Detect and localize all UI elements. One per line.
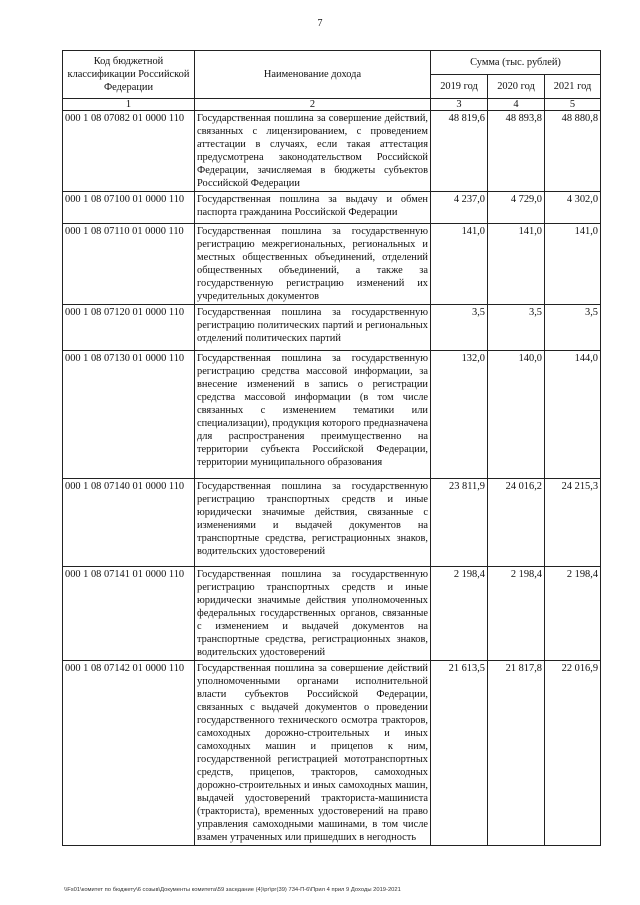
column-number: 5 (545, 99, 601, 111)
amount-2021: 22 016,9 (545, 661, 601, 846)
revenue-name: Государственная пошлина за государственную регистрацию транспортных средств и иные юридически значимые действия уполномоченных федеральных государственных органов, связанные с изменением и выдачей документов на транспортные средства, регистрационных знаков, водительских удостоверений (195, 567, 431, 661)
amount-2019: 4 237,0 (431, 192, 488, 224)
revenue-name: Государственная пошлина за государственную регистрацию средства массовой информации, за внесение изменений в запись о регистрации средства массовой информации (в том числе связанных с изменением тематики или специализации), продукция которого предназначена для распространения преимущественно на территории субъекта Российской Федерации, территории муниципального образования (195, 351, 431, 479)
revenue-table (62, 50, 601, 846)
header-code: Код бюджетной классификации Российской Федерации (63, 51, 195, 99)
header-year-2021: 2021 год (545, 75, 601, 99)
amount-2021: 4 302,0 (545, 192, 601, 224)
column-number: 3 (431, 99, 488, 111)
budget-code: 000 1 08 07141 01 0000 110 (63, 567, 195, 661)
table-row (63, 661, 601, 846)
table-row (63, 567, 601, 661)
table-row (63, 192, 601, 224)
amount-2021: 2 198,4 (545, 567, 601, 661)
budget-code: 000 1 08 07100 01 0000 110 (63, 192, 195, 224)
amount-2019: 21 613,5 (431, 661, 488, 846)
table-row (63, 111, 601, 192)
revenue-name: Государственная пошлина за совершение действий, связанных с лицензированием, с проведением аттестации в случаях, если такая аттестация предусмотрена законодательством Российской Федерации, зачисляемая в бюджеты субъектов Российской Федерации (195, 111, 431, 192)
amount-2021: 141,0 (545, 224, 601, 305)
amount-2020: 3,5 (488, 305, 545, 351)
table-row (63, 351, 601, 479)
header-year-2020: 2020 год (488, 75, 545, 99)
revenue-name: Государственная пошлина за государственную регистрацию межрегиональных, региональных и местных общественных объединений, отделений общественных объединений, а также за государственную регистрацию изменений их учредительных документов (195, 224, 431, 305)
amount-2019: 141,0 (431, 224, 488, 305)
revenue-name: Государственная пошлина за выдачу и обмен паспорта гражданина Российской Федерации (195, 192, 431, 224)
table-row (63, 305, 601, 351)
amount-2021: 144,0 (545, 351, 601, 479)
amount-2020: 4 729,0 (488, 192, 545, 224)
page-number: 7 (317, 18, 323, 29)
amount-2020: 21 817,8 (488, 661, 545, 846)
amount-2020: 2 198,4 (488, 567, 545, 661)
amount-2021: 3,5 (545, 305, 601, 351)
amount-2020: 48 893,8 (488, 111, 545, 192)
header-sum: Сумма (тыс. рублей) (431, 51, 601, 75)
table-row (63, 224, 601, 305)
amount-2021: 48 880,8 (545, 111, 601, 192)
table-row (63, 479, 601, 567)
amount-2019: 3,5 (431, 305, 488, 351)
budget-code: 000 1 08 07120 01 0000 110 (63, 305, 195, 351)
column-number-row (63, 99, 601, 111)
file-path-footer: \\Fs01\комитет по бюджету\6 созыв\Документы комитета\59 заседание (4)\рг\рг(39) 734-П-6\Прил 4 прил 9 Доходы 2019-2021 (64, 887, 401, 893)
revenue-name: Государственная пошлина за государственную регистрацию транспортных средств и иные юридически значимые действия, связанные с изменениями и выдачей документов на транспортные средства, регистрационных знаков, водительских удостоверений (195, 479, 431, 567)
amount-2019: 23 811,9 (431, 479, 488, 567)
budget-code: 000 1 08 07140 01 0000 110 (63, 479, 195, 567)
amount-2020: 140,0 (488, 351, 545, 479)
header-year-2019: 2019 год (431, 75, 488, 99)
budget-code: 000 1 08 07110 01 0000 110 (63, 224, 195, 305)
amount-2019: 48 819,6 (431, 111, 488, 192)
budget-code: 000 1 08 07142 01 0000 110 (63, 661, 195, 846)
amount-2021: 24 215,3 (545, 479, 601, 567)
amount-2020: 24 016,2 (488, 479, 545, 567)
amount-2019: 2 198,4 (431, 567, 488, 661)
column-number: 4 (488, 99, 545, 111)
column-number: 2 (195, 99, 431, 111)
budget-code: 000 1 08 07130 01 0000 110 (63, 351, 195, 479)
amount-2019: 132,0 (431, 351, 488, 479)
column-number: 1 (63, 99, 195, 111)
amount-2020: 141,0 (488, 224, 545, 305)
revenue-name: Государственная пошлина за совершение действий уполномоченными органами исполнительной власти субъектов Российской Федерации, связанных с выдачей документов о проведении государственного технического осмотра тракторов, самоходных дорожно-строительных и иных самоходных машин и прицепов к ним, государственной регистрацией мототранспортных средств, прицепов, тракторов, самоходных дорожно-строительных и иных самоходных машин, выдачей удостоверений тракториста-машиниста (тракториста), временных удостоверений на право управления самоходными машинами, в том числе взамен утраченных или пришедших в негодность (195, 661, 431, 846)
header-name: Наименование дохода (195, 51, 431, 99)
revenue-name: Государственная пошлина за государственную регистрацию политических партий и региональных отделений политических партий (195, 305, 431, 351)
budget-code: 000 1 08 07082 01 0000 110 (63, 111, 195, 192)
